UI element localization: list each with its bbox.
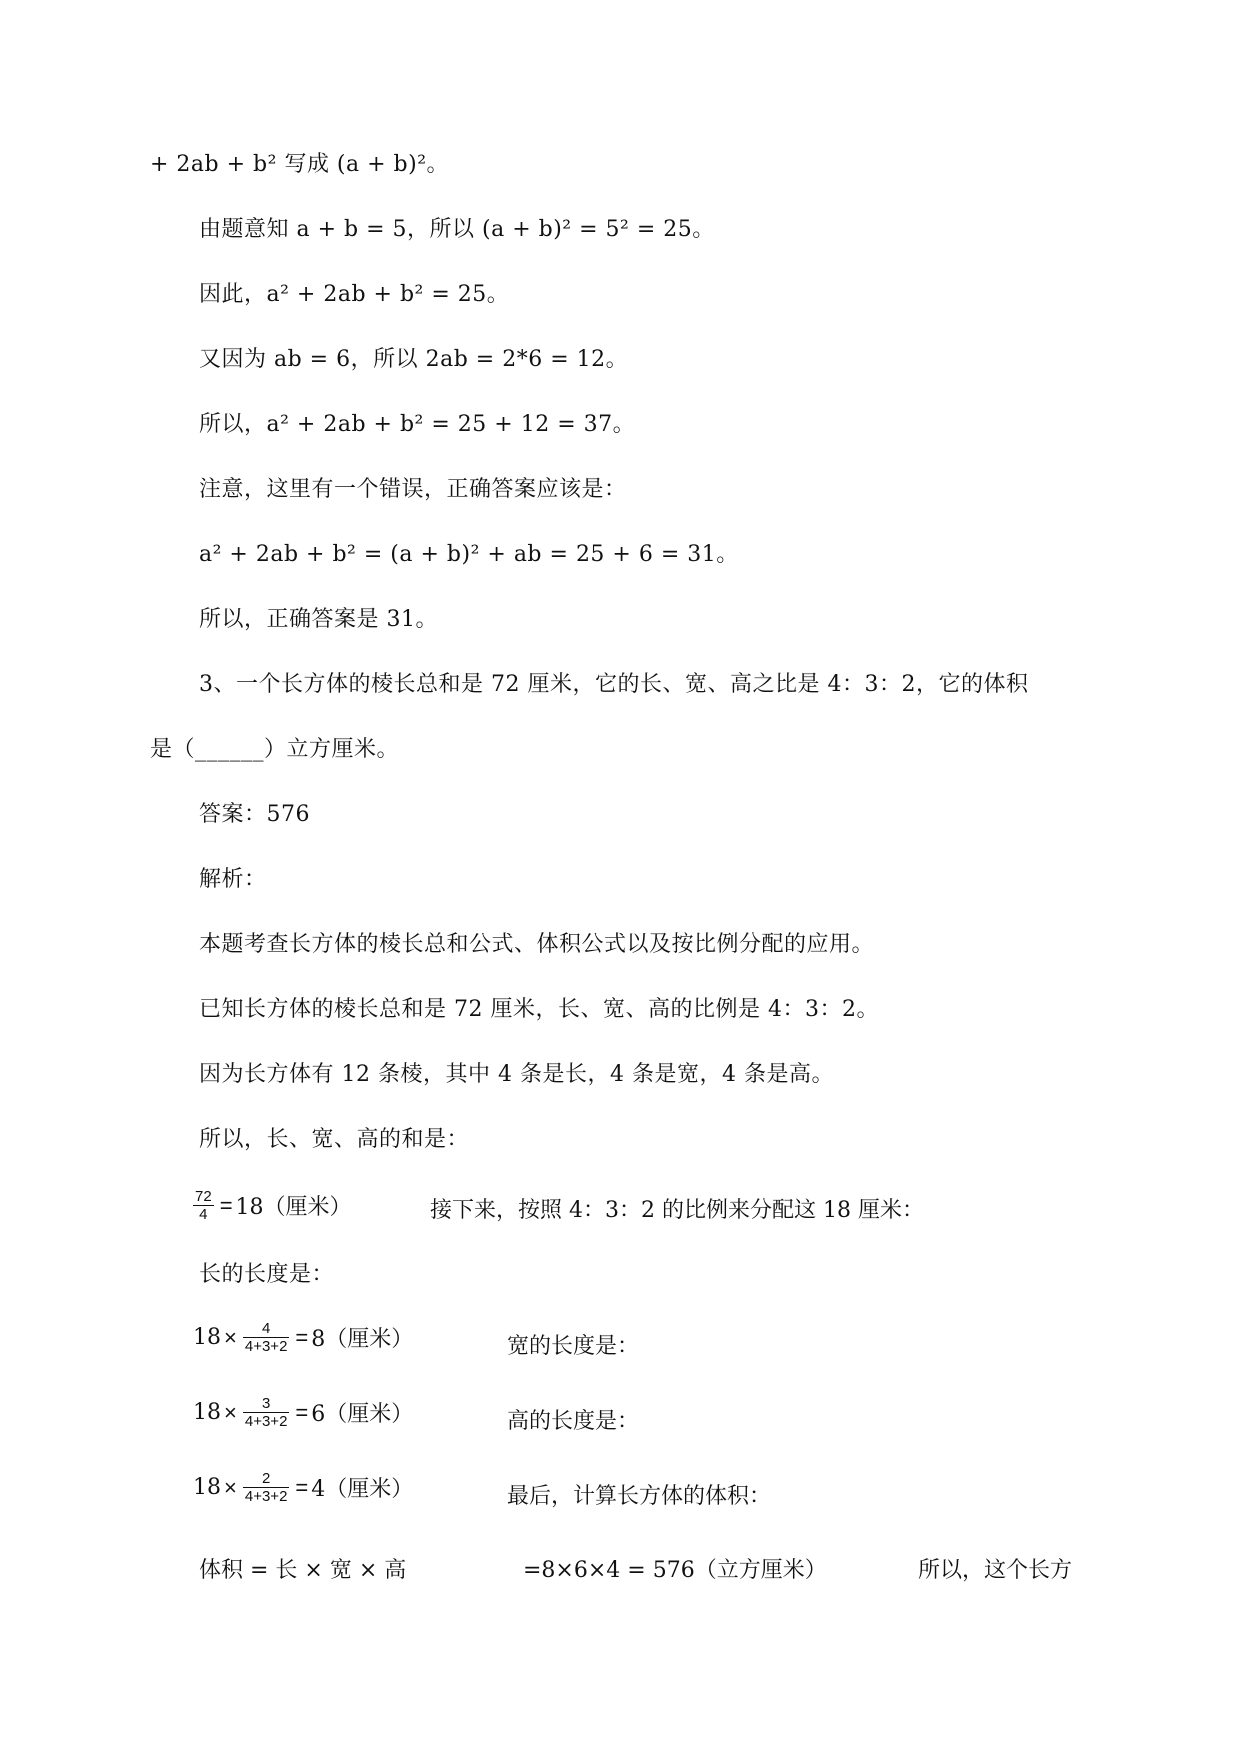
formula-trailing-text-3: 高的长度是： — [507, 1409, 640, 1434]
fraction-numerator: 4 — [261, 1320, 271, 1337]
equals-sign: = — [219, 1192, 233, 1218]
question-3-line-1: 3、一个长方体的棱长总和是 72 厘米，它的长、宽、高之比是 4：3：2，它的体积 — [199, 672, 1029, 697]
fraction — [243, 1395, 290, 1430]
analysis-line-3: 因为长方体有 12 条棱，其中 4 条是长，4 条是宽，4 条是高。 — [199, 1062, 834, 1087]
fraction-denominator: 4+3+2 — [244, 1338, 288, 1355]
formula-trailing-text-4: 最后，计算长方体的体积： — [507, 1484, 772, 1509]
formula-result: 8（厘米） — [311, 1327, 414, 1352]
text-line-6: 注意，这里有一个错误，正确答案应该是： — [199, 477, 627, 502]
times-sign: × — [224, 1474, 237, 1500]
answer-line: 答案：576 — [199, 802, 310, 827]
fraction-denominator: 4 — [199, 1206, 208, 1223]
formula-trailing-text-2: 宽的长度是： — [507, 1334, 640, 1359]
formula-result: 18（厘米） — [235, 1195, 352, 1220]
length-heading: 长的长度是： — [199, 1262, 335, 1287]
volume-formula-label: 体积 = 长 × 宽 × 高 — [199, 1558, 407, 1583]
formula-result: 4（厘米） — [311, 1477, 414, 1502]
equals-sign: = — [295, 1399, 309, 1425]
analysis-line-2: 已知长方体的棱长总和是 72 厘米，长、宽、高的比例是 4：3：2。 — [199, 997, 879, 1022]
text-line-3: 因此，a² + 2ab + b² = 25。 — [199, 282, 510, 307]
text-line-5: 所以，a² + 2ab + b² = 25 + 12 = 37。 — [199, 412, 636, 437]
fraction — [243, 1470, 290, 1505]
analysis-line-4: 所以，长、宽、高的和是： — [199, 1127, 470, 1152]
text-line-7: a² + 2ab + b² = (a + b)² + ab = 25 + 6 = 31。 — [199, 542, 739, 567]
formula-lead: 18 — [193, 1475, 221, 1500]
equals-sign: = — [295, 1324, 309, 1350]
fraction-numerator: 72 — [195, 1188, 212, 1205]
equals-sign: = — [295, 1474, 309, 1500]
volume-formula-result: =8×6×4 = 576（立方厘米） — [523, 1558, 827, 1583]
times-sign: × — [224, 1324, 237, 1350]
fraction — [193, 1188, 214, 1223]
times-sign: × — [224, 1399, 237, 1425]
fraction — [243, 1320, 290, 1355]
question-3-line-2: 是（______）立方厘米。 — [150, 737, 400, 762]
text-line-1: + 2ab + b² 写成 (a + b)²。 — [150, 152, 450, 177]
text-line-4: 又因为 ab = 6，所以 2ab = 2*6 = 12。 — [199, 347, 629, 372]
fraction-numerator: 3 — [261, 1395, 271, 1412]
formula-height — [193, 1470, 413, 1505]
text-line-8: 所以，正确答案是 31。 — [199, 607, 438, 632]
formula-lead: 18 — [193, 1325, 221, 1350]
fraction-denominator: 4+3+2 — [244, 1488, 288, 1505]
formula-perimeter-sum — [190, 1188, 352, 1223]
text-line-2: 由题意知 a + b = 5，所以 (a + b)² = 5² = 25。 — [199, 217, 715, 242]
analysis-line-1: 本题考查长方体的棱长总和公式、体积公式以及按比例分配的应用。 — [199, 932, 875, 957]
formula-trailing-text-5: 所以，这个长方 — [918, 1558, 1073, 1583]
fraction-numerator: 2 — [261, 1470, 271, 1487]
formula-lead: 18 — [193, 1400, 221, 1425]
formula-width — [193, 1395, 413, 1430]
formula-trailing-text-1: 接下来，按照 4：3：2 的比例来分配这 18 厘米： — [430, 1198, 924, 1223]
formula-result: 6（厘米） — [311, 1402, 414, 1427]
formula-length — [193, 1320, 413, 1355]
fraction-denominator: 4+3+2 — [244, 1413, 288, 1430]
analysis-heading: 解析： — [199, 867, 267, 892]
